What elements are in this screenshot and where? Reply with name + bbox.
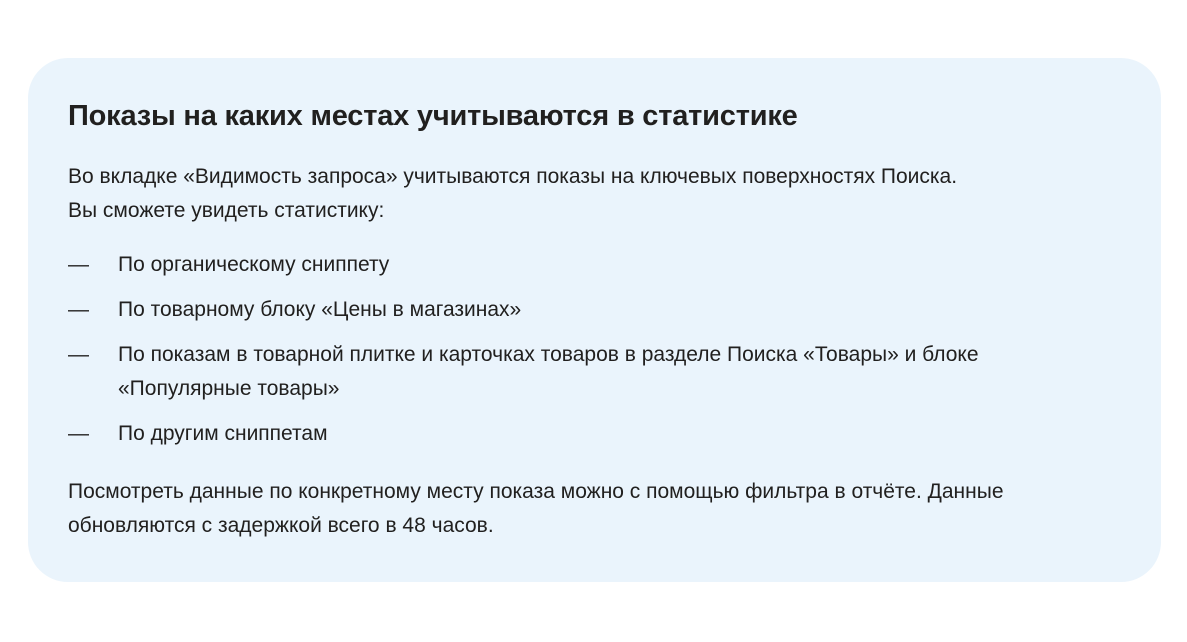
list-item <box>68 248 1128 282</box>
list-item-text: По другим сниппетам <box>118 422 328 445</box>
card-title: Показы на каких местах учитываются в статистике <box>68 100 798 132</box>
info-card <box>28 58 1161 582</box>
list-item-text: По товарному блоку «Цены в магазинах» <box>118 298 522 321</box>
list-item-text: По показам в товарной плитке и карточках товаров в разделе Поиска «Товары» и блоке <box>118 343 979 366</box>
list-item-text: По органическому сниппету <box>118 253 390 276</box>
list-item-text: «Популярные товары» <box>118 377 340 400</box>
list-item <box>68 338 1128 406</box>
list-dash: — <box>68 422 89 445</box>
list-item <box>68 293 1128 327</box>
placements-list <box>68 248 1128 462</box>
list-dash: — <box>68 253 89 276</box>
intro-paragraph <box>68 160 1128 228</box>
intro-line: Во вкладке «Видимость запроса» учитываются показы на ключевых поверхностях Поиска. <box>68 165 958 188</box>
intro-line: Вы сможете увидеть статистику: <box>68 199 385 222</box>
outro-line: обновляются с задержкой всего в 48 часов. <box>68 514 494 537</box>
outro-line: Посмотреть данные по конкретному месту показа можно с помощью фильтра в отчёте. Данные <box>68 480 1004 503</box>
list-item <box>68 417 1128 451</box>
list-dash: — <box>68 343 89 366</box>
outro-paragraph <box>68 475 1128 543</box>
list-dash: — <box>68 298 89 321</box>
